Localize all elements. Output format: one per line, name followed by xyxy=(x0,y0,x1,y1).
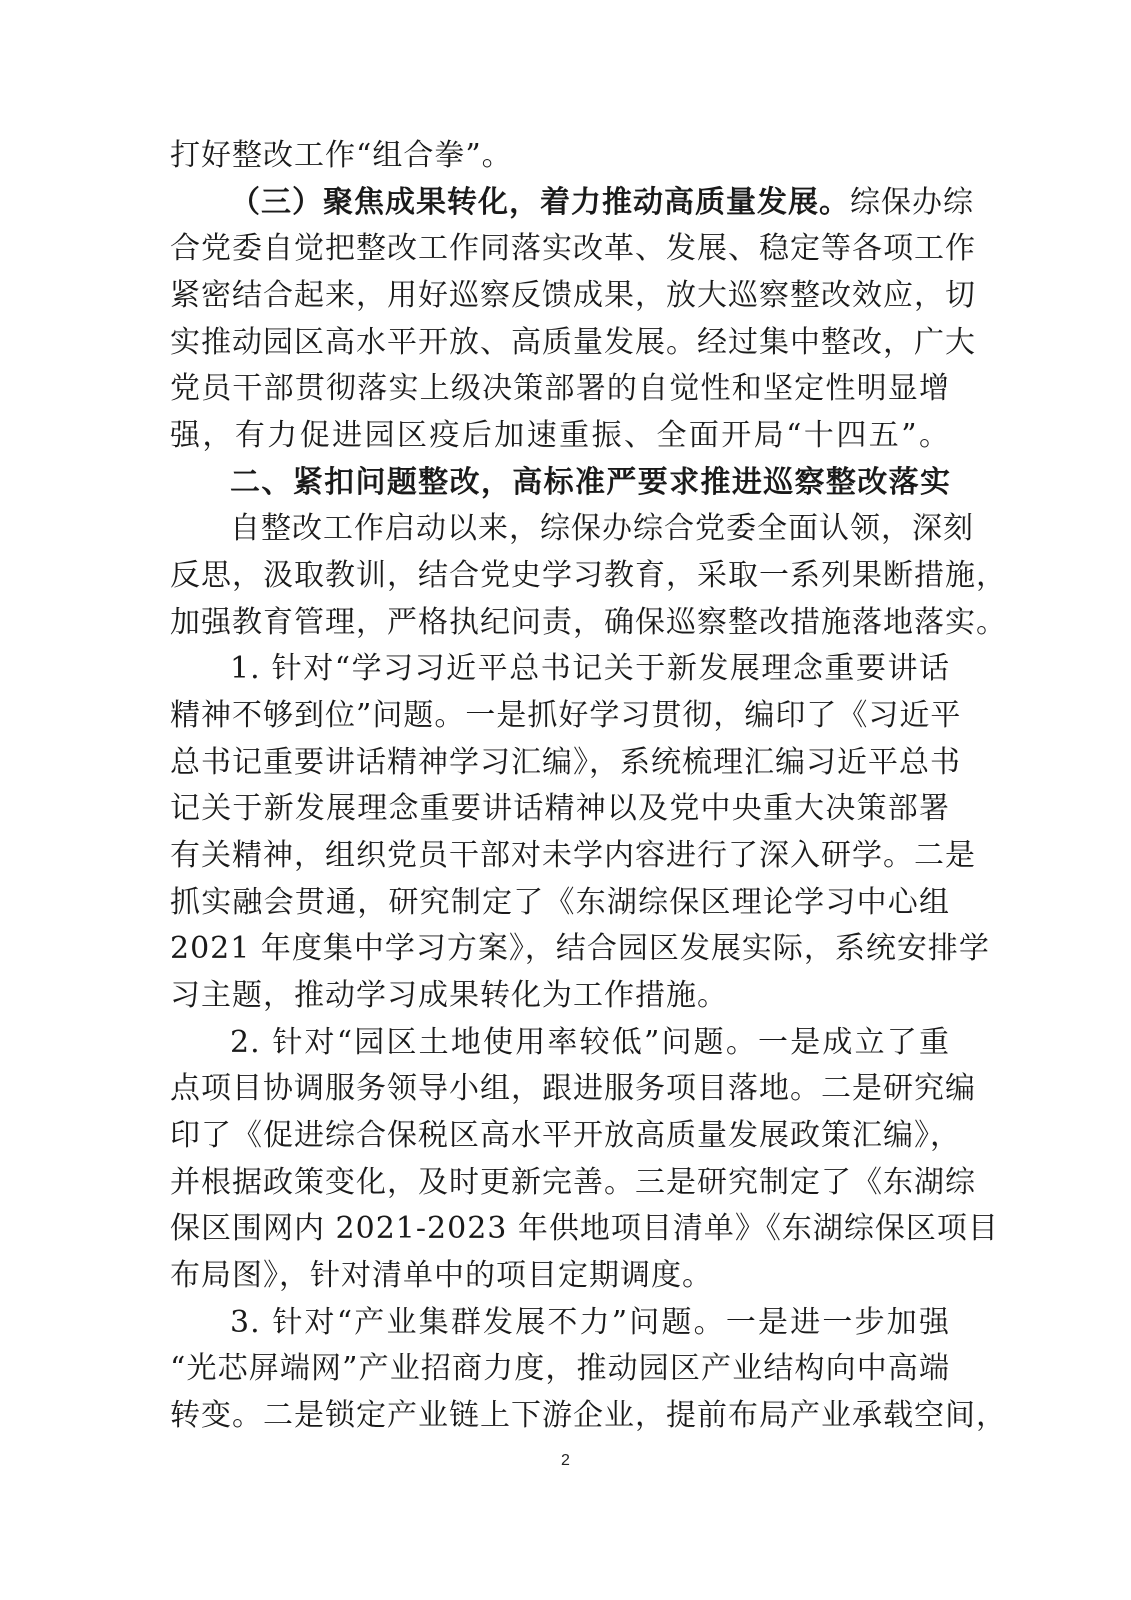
text-line: 保区围网内 2021-2023 年供地项目清单》《东湖综保区项目 xyxy=(170,1211,999,1246)
text-line: 强，有力促进园区疫后加速重振、全面开局“十四五”。 xyxy=(170,418,950,453)
text-line: 精神不够到位”问题。一是抓好学习贯彻，编印了《习近平 xyxy=(170,698,962,733)
text-line: 布局图》，针对清单中的项目定期调度。 xyxy=(170,1258,713,1293)
text-line: 2021 年度集中学习方案》，结合园区发展实际，系统安排学 xyxy=(170,931,990,966)
text-line: 紧密结合起来，用好巡察反馈成果，放大巡察整改效应，切 xyxy=(170,278,976,313)
text-line: 打好整改工作“组合拳”。 xyxy=(170,138,513,173)
section-heading-2: 二、紧扣问题整改，高标准严要求推进巡察整改落实 xyxy=(230,465,950,500)
text-line: “光芯屏端网”产业招商力度，推动园区产业结构向中高端 xyxy=(170,1351,950,1386)
text-line: 自整改工作启动以来，综保办综合党委全面认领，深刻 xyxy=(230,511,974,546)
text-line: 1. 针对“学习习近平总书记关于新发展理念重要讲话 xyxy=(230,651,950,686)
text-line: 2. 针对“园区土地使用率较低”问题。一是成立了重 xyxy=(230,1025,950,1060)
text-line: 总书记重要讲话精神学习汇编》，系统梳理汇编习近平总书 xyxy=(170,745,961,780)
section-heading: （三）聚焦成果转化，着力推动高质量发展。 xyxy=(230,185,850,220)
text-line: 反思，汲取教训，结合党史学习教育，采取一系列果断措施， xyxy=(170,558,1007,593)
text-line: 印了《促进综合保税区高水平开放高质量发展政策汇编》， xyxy=(170,1118,961,1153)
text-run: 综保办综 xyxy=(850,185,974,220)
text-line: 转变。二是锁定产业链上下游企业，提前布局产业承载空间， xyxy=(170,1398,1007,1433)
text-line: 习主题，推动学习成果转化为工作措施。 xyxy=(170,978,728,1013)
text-line: 记关于新发展理念重要讲话精神以及党中央重大决策部署 xyxy=(170,791,950,826)
text-line xyxy=(230,179,974,226)
text-line: 有关精神，组织党员干部对未学内容进行了深入研学。二是 xyxy=(170,838,976,873)
text-line: 加强教育管理，严格执纪问责，确保巡察整改措施落地落实。 xyxy=(170,605,1007,640)
page-number: 2 xyxy=(561,1452,570,1469)
text-line: 并根据政策变化，及时更新完善。三是研究制定了《东湖综 xyxy=(170,1165,976,1200)
text-line: 党员干部贯彻落实上级决策部署的自觉性和坚定性明显增 xyxy=(170,371,950,406)
text-line: 实推动园区高水平开放、高质量发展。经过集中整改，广大 xyxy=(170,325,976,360)
text-line: 抓实融会贯通，研究制定了《东湖综保区理论学习中心组 xyxy=(170,885,950,920)
text-line: 合党委自觉把整改工作同落实改革、发展、稳定等各项工作 xyxy=(170,231,976,266)
text-line: 3. 针对“产业集群发展不力”问题。一是进一步加强 xyxy=(230,1305,950,1340)
text-line: 点项目协调服务领导小组，跟进服务项目落地。二是研究编 xyxy=(170,1071,976,1106)
